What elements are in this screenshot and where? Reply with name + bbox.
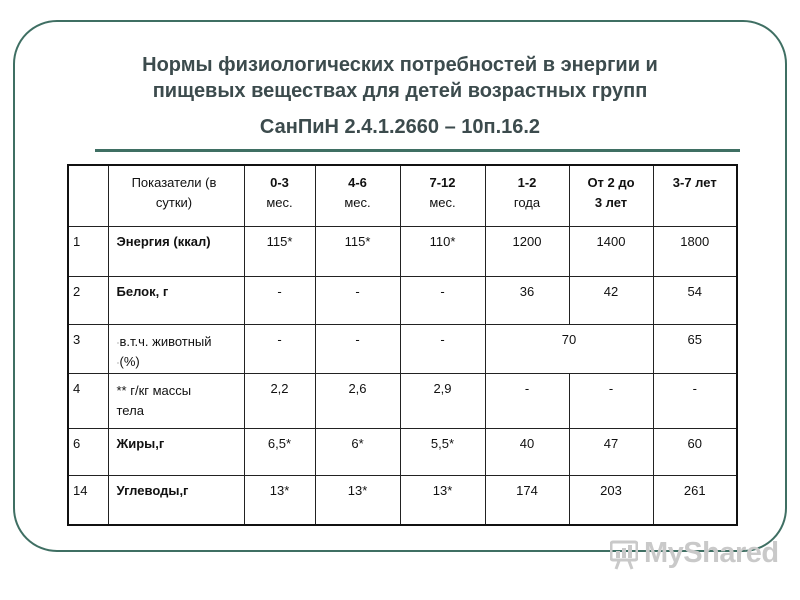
table-cell-merged: 70 <box>485 324 653 373</box>
table-cell: 2,2 <box>244 373 315 428</box>
watermark-text: MyShared <box>644 537 779 569</box>
header-text: 4-6 <box>348 175 367 190</box>
header-text: мес. <box>429 195 456 210</box>
table-row <box>68 276 737 324</box>
row-number: 2 <box>68 276 108 324</box>
table-cell: 47 <box>569 428 653 475</box>
table-cell: 174 <box>485 475 569 525</box>
table-cell: - <box>400 276 485 324</box>
header-text: 3 лет <box>594 195 628 210</box>
header-text: От 2 до <box>587 175 635 190</box>
header-text: мес. <box>266 195 293 210</box>
header-cell-indicator <box>108 165 244 226</box>
table-cell: - <box>315 276 400 324</box>
myshared-logo-icon <box>610 540 638 570</box>
table-cell: 6,5* <box>244 428 315 475</box>
header-cell-age <box>569 165 653 226</box>
title-divider <box>95 149 740 152</box>
table-cell: 203 <box>569 475 653 525</box>
header-text: года <box>513 195 541 210</box>
table-cell: - <box>485 373 569 428</box>
title-line-1: Нормы физиологических потребностей в энергии и <box>142 54 658 76</box>
table-cell: - <box>244 324 315 373</box>
row-number: 1 <box>68 226 108 276</box>
table-cell: 1200 <box>485 226 569 276</box>
table-cell: - <box>400 324 485 373</box>
table-row <box>68 373 737 428</box>
table-cell: 2,6 <box>315 373 400 428</box>
table-cell: 5,5* <box>400 428 485 475</box>
table-cell: 40 <box>485 428 569 475</box>
header-text: 7-12 <box>429 175 456 190</box>
row-label: Энергия (ккал) <box>108 226 244 276</box>
table-cell: 36 <box>485 276 569 324</box>
row-number: 6 <box>68 428 108 475</box>
slide-subtitle: СанПиН 2.4.1.2660 – 10п.16.2 <box>259 116 541 138</box>
table-cell: 115* <box>315 226 400 276</box>
row-label-line: ** г/кг массы <box>116 382 192 398</box>
table-cell: 13* <box>244 475 315 525</box>
table-cell: - <box>244 276 315 324</box>
table-row <box>68 475 737 525</box>
table-header-row <box>68 165 737 226</box>
table-cell: 1400 <box>569 226 653 276</box>
header-text: Показатели (в <box>131 175 217 190</box>
row-label: Углеводы,г <box>108 475 244 525</box>
row-label-line: в.т.ч. животный <box>119 333 212 349</box>
table-row <box>68 324 737 373</box>
row-number: 4 <box>68 373 108 428</box>
row-number: 14 <box>68 475 108 525</box>
table-cell: 2,9 <box>400 373 485 428</box>
table-row <box>68 428 737 475</box>
table-row <box>68 226 737 276</box>
table-cell: - <box>653 373 737 428</box>
norms-table <box>67 164 738 526</box>
header-cell-age <box>400 165 485 226</box>
bullet-dot: · <box>116 337 120 348</box>
title-line-2: пищевых веществах для детей возрастных групп <box>152 80 648 102</box>
table-cell: 6* <box>315 428 400 475</box>
header-text: мес. <box>344 195 371 210</box>
table-cell: 261 <box>653 475 737 525</box>
header-cell-age <box>315 165 400 226</box>
table-cell: 1800 <box>653 226 737 276</box>
table-cell: 60 <box>653 428 737 475</box>
table-cell: 13* <box>315 475 400 525</box>
table-cell: - <box>569 373 653 428</box>
header-text: 1-2 <box>517 175 537 190</box>
table-cell: 65 <box>653 324 737 373</box>
header-cell-age <box>244 165 315 226</box>
row-label-line: (%) <box>119 354 140 370</box>
row-label: Белок, г <box>108 276 244 324</box>
row-label-line: тела <box>116 402 144 418</box>
header-cell-age <box>653 165 737 226</box>
header-text: 3-7 лет <box>672 175 717 190</box>
table-cell: 115* <box>244 226 315 276</box>
row-label <box>108 324 244 373</box>
table-cell: 42 <box>569 276 653 324</box>
table-cell: 54 <box>653 276 737 324</box>
table-cell: - <box>315 324 400 373</box>
header-text: 0-3 <box>270 175 289 190</box>
myshared-watermark <box>608 537 778 577</box>
row-label <box>108 373 244 428</box>
table-cell: 13* <box>400 475 485 525</box>
header-cell-age <box>485 165 569 226</box>
header-text: сутки) <box>155 195 193 210</box>
bullet-dot: · <box>116 357 120 368</box>
row-number: 3 <box>68 324 108 373</box>
slide-title <box>40 52 760 104</box>
table-cell: 110* <box>400 226 485 276</box>
header-cell-number <box>68 165 108 226</box>
row-label: Жиры,г <box>108 428 244 475</box>
